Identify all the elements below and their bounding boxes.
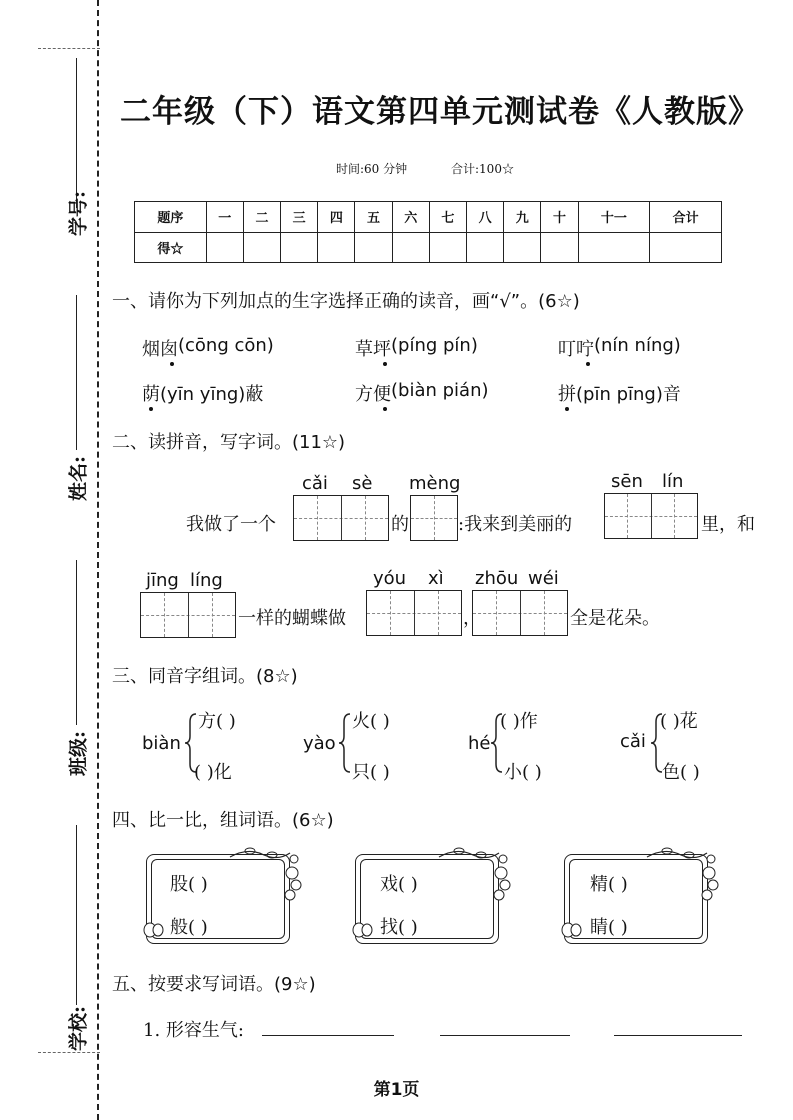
compare-blank[interactable]: 戏( ) — [380, 874, 418, 895]
writing-box-jingling[interactable] — [140, 592, 236, 638]
item-word: 烟囱 — [142, 339, 178, 360]
group-blank[interactable]: 只( ) — [352, 762, 390, 783]
item-options[interactable]: (píng pín) — [391, 335, 478, 356]
item-options[interactable]: (yīn yīng)蔽 — [160, 384, 264, 405]
table-cell: 五 — [355, 202, 392, 233]
pinyin: sè — [352, 473, 373, 494]
pinyin: líng — [190, 570, 223, 591]
score-cell[interactable] — [578, 232, 650, 263]
writing-box-senlin[interactable] — [604, 493, 698, 539]
flower-vine-icon — [228, 843, 308, 913]
section-5-heading: 五、按要求写词语。(9☆) — [112, 974, 316, 995]
pinyin: mèng — [409, 473, 461, 494]
group-blank[interactable]: ( )化 — [194, 762, 232, 783]
leaf-icon — [349, 918, 377, 942]
binding-cut-line — [97, 0, 99, 1120]
answer-line[interactable] — [262, 1035, 394, 1036]
compare-blank[interactable]: 找( ) — [380, 917, 418, 938]
writing-box-caise[interactable] — [293, 495, 389, 541]
score-cell[interactable] — [467, 232, 504, 263]
table-cell: 题序 — [135, 202, 207, 233]
sentence-text: 我做了一个 — [186, 514, 276, 535]
sentence-text: 一样的蝴蝶做 — [238, 608, 346, 629]
group-blank[interactable]: 小( ) — [504, 762, 542, 783]
item-word: 叮咛 — [558, 339, 594, 360]
flower-vine-icon — [437, 843, 517, 913]
emphasis-dot — [383, 362, 387, 366]
score-table-row — [135, 232, 722, 263]
writing-box-meng[interactable] — [410, 495, 458, 541]
pinyin: zhōu — [475, 568, 519, 589]
score-cell[interactable] — [650, 232, 722, 263]
compare-blank[interactable]: 股( ) — [170, 874, 208, 895]
emphasis-dot — [170, 362, 174, 366]
school-line[interactable] — [76, 825, 77, 1005]
group-blank[interactable]: ( )花 — [660, 711, 698, 732]
score-cell[interactable] — [318, 232, 355, 263]
item-options[interactable]: (biàn pián) — [391, 380, 489, 401]
table-cell: 二 — [243, 202, 280, 233]
writing-box-youxi[interactable] — [366, 590, 462, 636]
score-table — [134, 201, 722, 263]
pinyin: cǎi — [302, 473, 328, 494]
group-pinyin: cǎi — [620, 731, 646, 752]
table-cell: 七 — [429, 202, 466, 233]
leaf-icon — [558, 918, 586, 942]
writing-box-zhouwei[interactable] — [472, 590, 568, 636]
table-cell: 九 — [504, 202, 541, 233]
score-cell[interactable] — [281, 232, 318, 263]
sentence-text: 里，和 — [701, 514, 755, 535]
table-cell: 三 — [281, 202, 318, 233]
sentence-text: 的 — [391, 514, 409, 535]
section-4-heading: 四、比一比，组词语。(6☆) — [112, 810, 334, 831]
item-options[interactable]: (nín níng) — [594, 335, 681, 356]
score-cell[interactable] — [355, 232, 392, 263]
group-blank[interactable]: 方( ) — [198, 711, 236, 732]
pinyin: sēn — [611, 471, 643, 492]
section-3-heading: 三、同音字组词。(8☆) — [112, 666, 298, 687]
question-1: 1. 形容生气: — [143, 1020, 244, 1041]
emphasis-dot — [149, 407, 153, 411]
name-label: 姓名: — [67, 456, 90, 502]
compare-blank[interactable]: 睛( ) — [590, 917, 628, 938]
compare-blank[interactable]: 般( ) — [170, 917, 208, 938]
table-cell: 得☆ — [135, 232, 207, 263]
group-blank[interactable]: 火( ) — [352, 711, 390, 732]
score-cell[interactable] — [504, 232, 541, 263]
school-label: 学校: — [67, 1006, 90, 1052]
score-cell[interactable] — [243, 232, 280, 263]
score-cell[interactable] — [541, 232, 578, 263]
emphasis-dot — [383, 407, 387, 411]
item-word: 草坪 — [355, 339, 391, 360]
table-cell: 四 — [318, 202, 355, 233]
page-number: 第1页 — [373, 1080, 420, 1100]
table-cell: 八 — [467, 202, 504, 233]
table-cell: 十 — [541, 202, 578, 233]
item-options[interactable]: (cōng cōn) — [178, 335, 274, 356]
answer-line[interactable] — [440, 1035, 570, 1036]
section-1-heading: 一、请你为下列加点的生字选择正确的读音，画“√”。(6☆) — [112, 291, 580, 312]
class-label: 班级: — [67, 731, 90, 777]
page-title: 二年级（下）语文第四单元测试卷《人教版》 — [120, 94, 760, 130]
pinyin: jīng — [146, 570, 179, 591]
compare-blank[interactable]: 精( ) — [590, 874, 628, 895]
score-table-header — [135, 202, 722, 233]
item-word: 方便 — [355, 384, 391, 405]
table-cell: 六 — [392, 202, 429, 233]
group-pinyin: biàn — [142, 733, 181, 754]
score-cell[interactable] — [429, 232, 466, 263]
group-pinyin: hé — [468, 733, 491, 754]
item-word: 拼 — [558, 384, 576, 405]
pinyin: lín — [662, 471, 684, 492]
group-blank[interactable]: 色( ) — [662, 762, 700, 783]
student-no-line[interactable] — [76, 58, 77, 208]
emphasis-dot — [565, 407, 569, 411]
group-blank[interactable]: ( )作 — [500, 711, 538, 732]
section-2-heading: 二、读拼音，写字词。(11☆) — [112, 432, 346, 453]
answer-line[interactable] — [614, 1035, 742, 1036]
table-cell: 一 — [206, 202, 243, 233]
group-pinyin: yào — [303, 733, 336, 754]
score-cell[interactable] — [206, 232, 243, 263]
exam-time: 时间:60 分钟 — [336, 162, 408, 176]
student-no-label: 学号: — [67, 191, 90, 237]
sentence-text: ， — [463, 608, 481, 629]
item-word: 荫 — [142, 384, 160, 405]
brace-icon — [338, 712, 352, 774]
pinyin: yóu — [373, 568, 407, 589]
table-cell: 十一 — [578, 202, 650, 233]
class-line[interactable] — [76, 560, 77, 725]
margin-dash — [38, 48, 100, 49]
table-cell: 合计 — [650, 202, 722, 233]
sentence-text: 全是花朵。 — [570, 608, 660, 629]
name-line[interactable] — [76, 295, 77, 450]
pinyin: wéi — [528, 568, 559, 589]
sentence-text: :我来到美丽的 — [458, 514, 573, 535]
emphasis-dot — [586, 362, 590, 366]
item-options[interactable]: (pīn pīng)音 — [576, 384, 681, 405]
leaf-icon — [140, 918, 168, 942]
pinyin: xì — [428, 568, 444, 589]
flower-vine-icon — [645, 843, 725, 913]
exam-total: 合计:100☆ — [451, 162, 514, 176]
score-cell[interactable] — [392, 232, 429, 263]
